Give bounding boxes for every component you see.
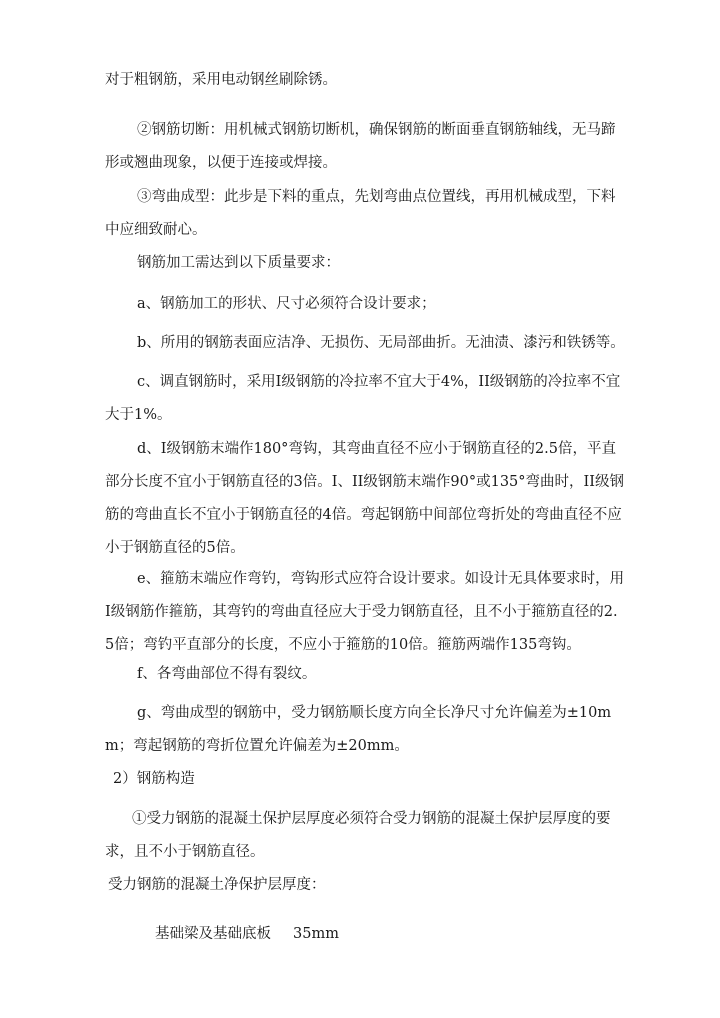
paragraph-item-b: b、所用的钢筋表面应洁净、无损伤、无局部曲折。无油渍、漆污和铁锈等。: [137, 335, 625, 351]
paragraph-item-g: g、弯曲成型的钢筋中，受力钢筋顺长度方向全长净尺寸允许偏差为±10mm；弯起钢筋的弯折位置允许偏差为±20mm。: [105, 705, 612, 754]
cover-table-row: [155, 918, 339, 951]
paragraph-cover-requirement: ①受力钢筋的混凝土保护层厚度必须符合受力钢筋的混凝土保护层厚度的要求，且不小于钢筋直径。: [105, 811, 611, 860]
paragraph-item-f: f、各弯曲部位不得有裂纹。: [137, 666, 317, 682]
paragraph-rust-removal: 对于粗钢筋，采用电动钢丝刷除锈。: [105, 72, 337, 88]
paragraph-cutting: ②钢筋切断：用机械式钢筋切断机，确保钢筋的断面垂直钢筋轴线，无马蹄形或翘曲现象，以便于连接或焊接。: [105, 122, 616, 171]
cover-table-label: 基础梁及基础底板: [155, 926, 271, 942]
paragraph-item-d: d、Ⅰ级钢筋末端作180°弯钩，其弯曲直径不应小于钢筋直径的2.5倍，平直部分长度不宜小于钢筋直径的3倍。I、II级钢筋末端作90°或135°弯曲时，II级钢筋的弯曲直长不宜小于钢筋直径的4倍。弯起钢筋中间部位弯折处的弯曲直径不应小于钢筋直径的5倍。: [105, 441, 624, 556]
cover-table-value: 35mm: [293, 926, 339, 942]
paragraph-cover-thickness-intro: 受力钢筋的混凝土净保护层厚度：: [108, 877, 326, 893]
paragraph-item-a: a、钢筋加工的形状、尺寸必须符合设计要求；: [137, 296, 436, 312]
section-heading-rebar-structure: 2）钢筋构造: [113, 771, 195, 787]
paragraph-quality-intro: 钢筋加工需达到以下质量要求：: [137, 255, 340, 271]
paragraph-item-e: e、箍筋末端应作弯钓，弯钩形式应符合设计要求。如设计无具体要求时，用Ⅰ级钢筋作箍筋，其弯钓的弯曲直径应大于受力钢筋直径，且不小于箍筋直径的2.5倍；弯钓平直部分的长度，不应小于箍筋的10倍。箍筋两端作135弯钩。: [105, 571, 625, 653]
paragraph-bending: ③弯曲成型：此步是下料的重点，先划弯曲点位置线，再用机械成型，下料中应细致耐心。: [105, 189, 616, 238]
paragraph-item-c: c、调直钢筋时，采用Ⅰ级钢筋的冷拉率不宜大于4%，II级钢筋的冷拉率不宜大于1%。: [105, 374, 621, 423]
